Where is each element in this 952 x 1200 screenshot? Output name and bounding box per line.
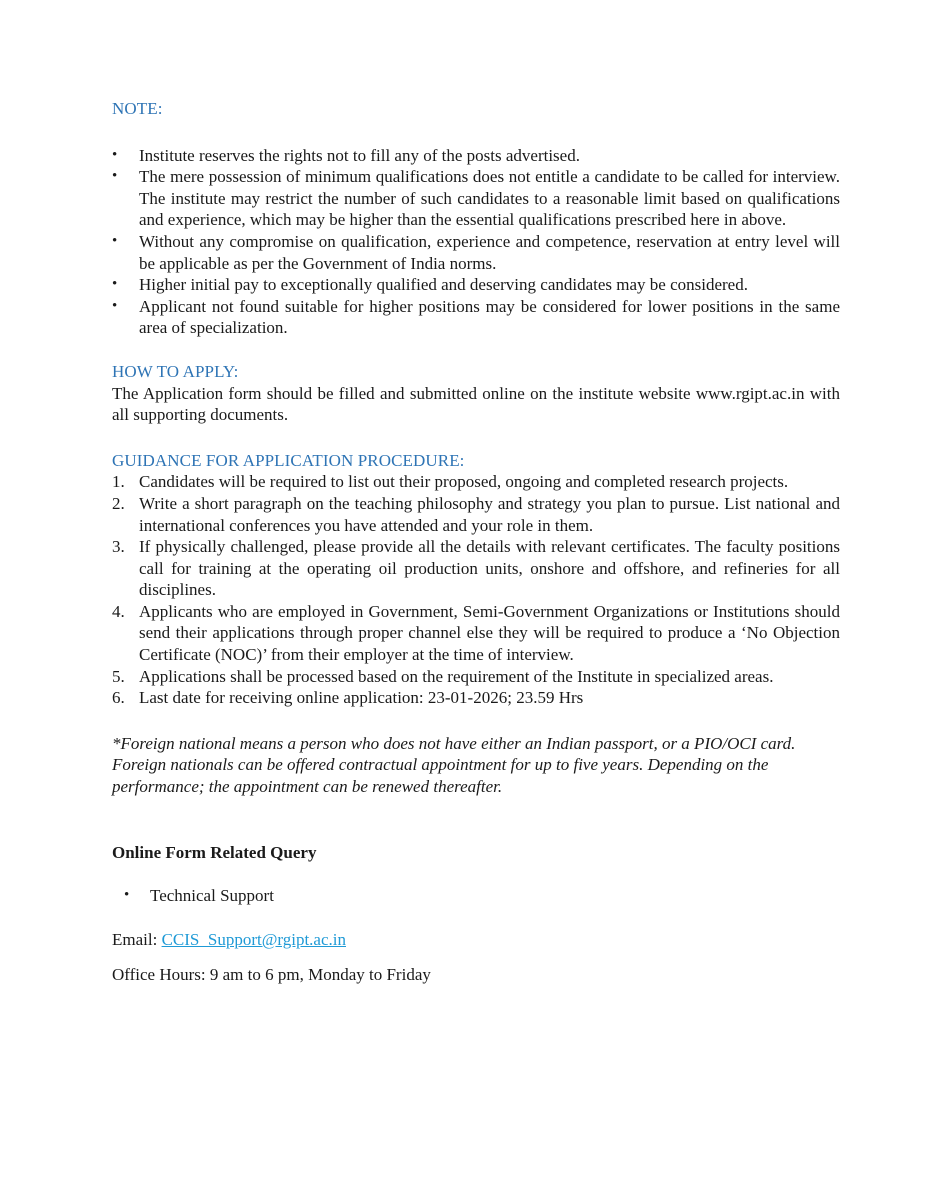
note-item: • Higher initial pay to exceptionally qualified and deserving candidates may be considered.	[112, 274, 840, 296]
online-form-query-title: Online Form Related Query	[112, 842, 317, 862]
note-list	[112, 145, 840, 339]
guidance-item-number: 2.	[112, 493, 125, 513]
support-list	[112, 885, 840, 907]
guidance-item-text: If physically challenged, please provide all the details with relevant certificates. The faculty positions call for training at the operating oil production units, onshore and offshore, and refineries for all disciplines.	[139, 537, 840, 600]
guidance-heading: GUIDANCE FOR APPLICATION PROCEDURE:	[112, 450, 465, 470]
guidance-item-number: 5.	[112, 666, 125, 686]
office-hours: Office Hours: 9 am to 6 pm, Monday to Friday	[112, 965, 431, 985]
guidance-list	[112, 471, 840, 709]
guidance-item-number: 4.	[112, 601, 125, 621]
guidance-item-text: Write a short paragraph on the teaching philosophy and strategy you plan to pursue. List national and international conferences you have attended and your role in them.	[139, 493, 840, 535]
how-to-apply-text: The Application form should be filled and submitted online on the institute website www.rgipt.ac.in with all supporting documents.	[112, 383, 840, 425]
guidance-item-text: Applicants who are employed in Government, Semi-Government Organizations or Institutions should send their applications through proper channel else they will be required to produce a ‘No Objection Certificate (NOC)’ from their employer at the time of interview.	[139, 601, 840, 665]
support-email-link[interactable]: CCIS_Support@rgipt.ac.in	[161, 929, 346, 949]
note-item: • Applicant not found suitable for higher positions may be considered for lower positions in the same area of specialization.	[112, 296, 840, 339]
guidance-item-text: Last date for receiving online application: 23-01-2026; 23.59 Hrs	[139, 688, 584, 708]
foreign-national-note: *Foreign national means a person who does not have either an Indian passport, or a PIO/OCI card. Foreign nationals can be offered contractual appointment for up to five years. Depending on the performance; the appointment can be renewed thereafter.	[112, 733, 796, 797]
note-item: • Institute reserves the rights not to fill any of the posts advertised.	[112, 145, 840, 167]
how-to-apply-heading: HOW TO APPLY:	[112, 361, 239, 381]
guidance-item-number: 3.	[112, 537, 125, 557]
guidance-item-number: 6.	[112, 688, 125, 708]
guidance-item	[112, 536, 840, 601]
guidance-item	[112, 493, 840, 536]
note-heading: NOTE:	[112, 99, 163, 118]
guidance-item	[112, 687, 840, 709]
guidance-item	[112, 471, 840, 493]
document-page	[112, 96, 840, 986]
email-label: Email:	[112, 929, 162, 949]
guidance-item-number: 1.	[112, 472, 125, 492]
note-item: • The mere possession of minimum qualifications does not entitle a candidate to be called for interview. The institute may restrict the number of such candidates to a reasonable limit based on qualifications and experience, which may be higher than the essential qualifications prescribed here in above.	[112, 166, 840, 231]
guidance-item-text: Candidates will be required to list out their proposed, ongoing and completed research projects.	[139, 472, 789, 492]
note-item: • Without any compromise on qualification, experience and competence, reservation at entry level will be applicable as per the Government of India norms.	[112, 231, 840, 274]
guidance-item	[112, 666, 840, 688]
guidance-item	[112, 601, 840, 666]
guidance-item-text: Applications shall be processed based on the requirement of the Institute in specialized areas.	[139, 666, 774, 686]
technical-support-item: • Technical Support	[112, 885, 840, 907]
email-line	[112, 929, 840, 951]
